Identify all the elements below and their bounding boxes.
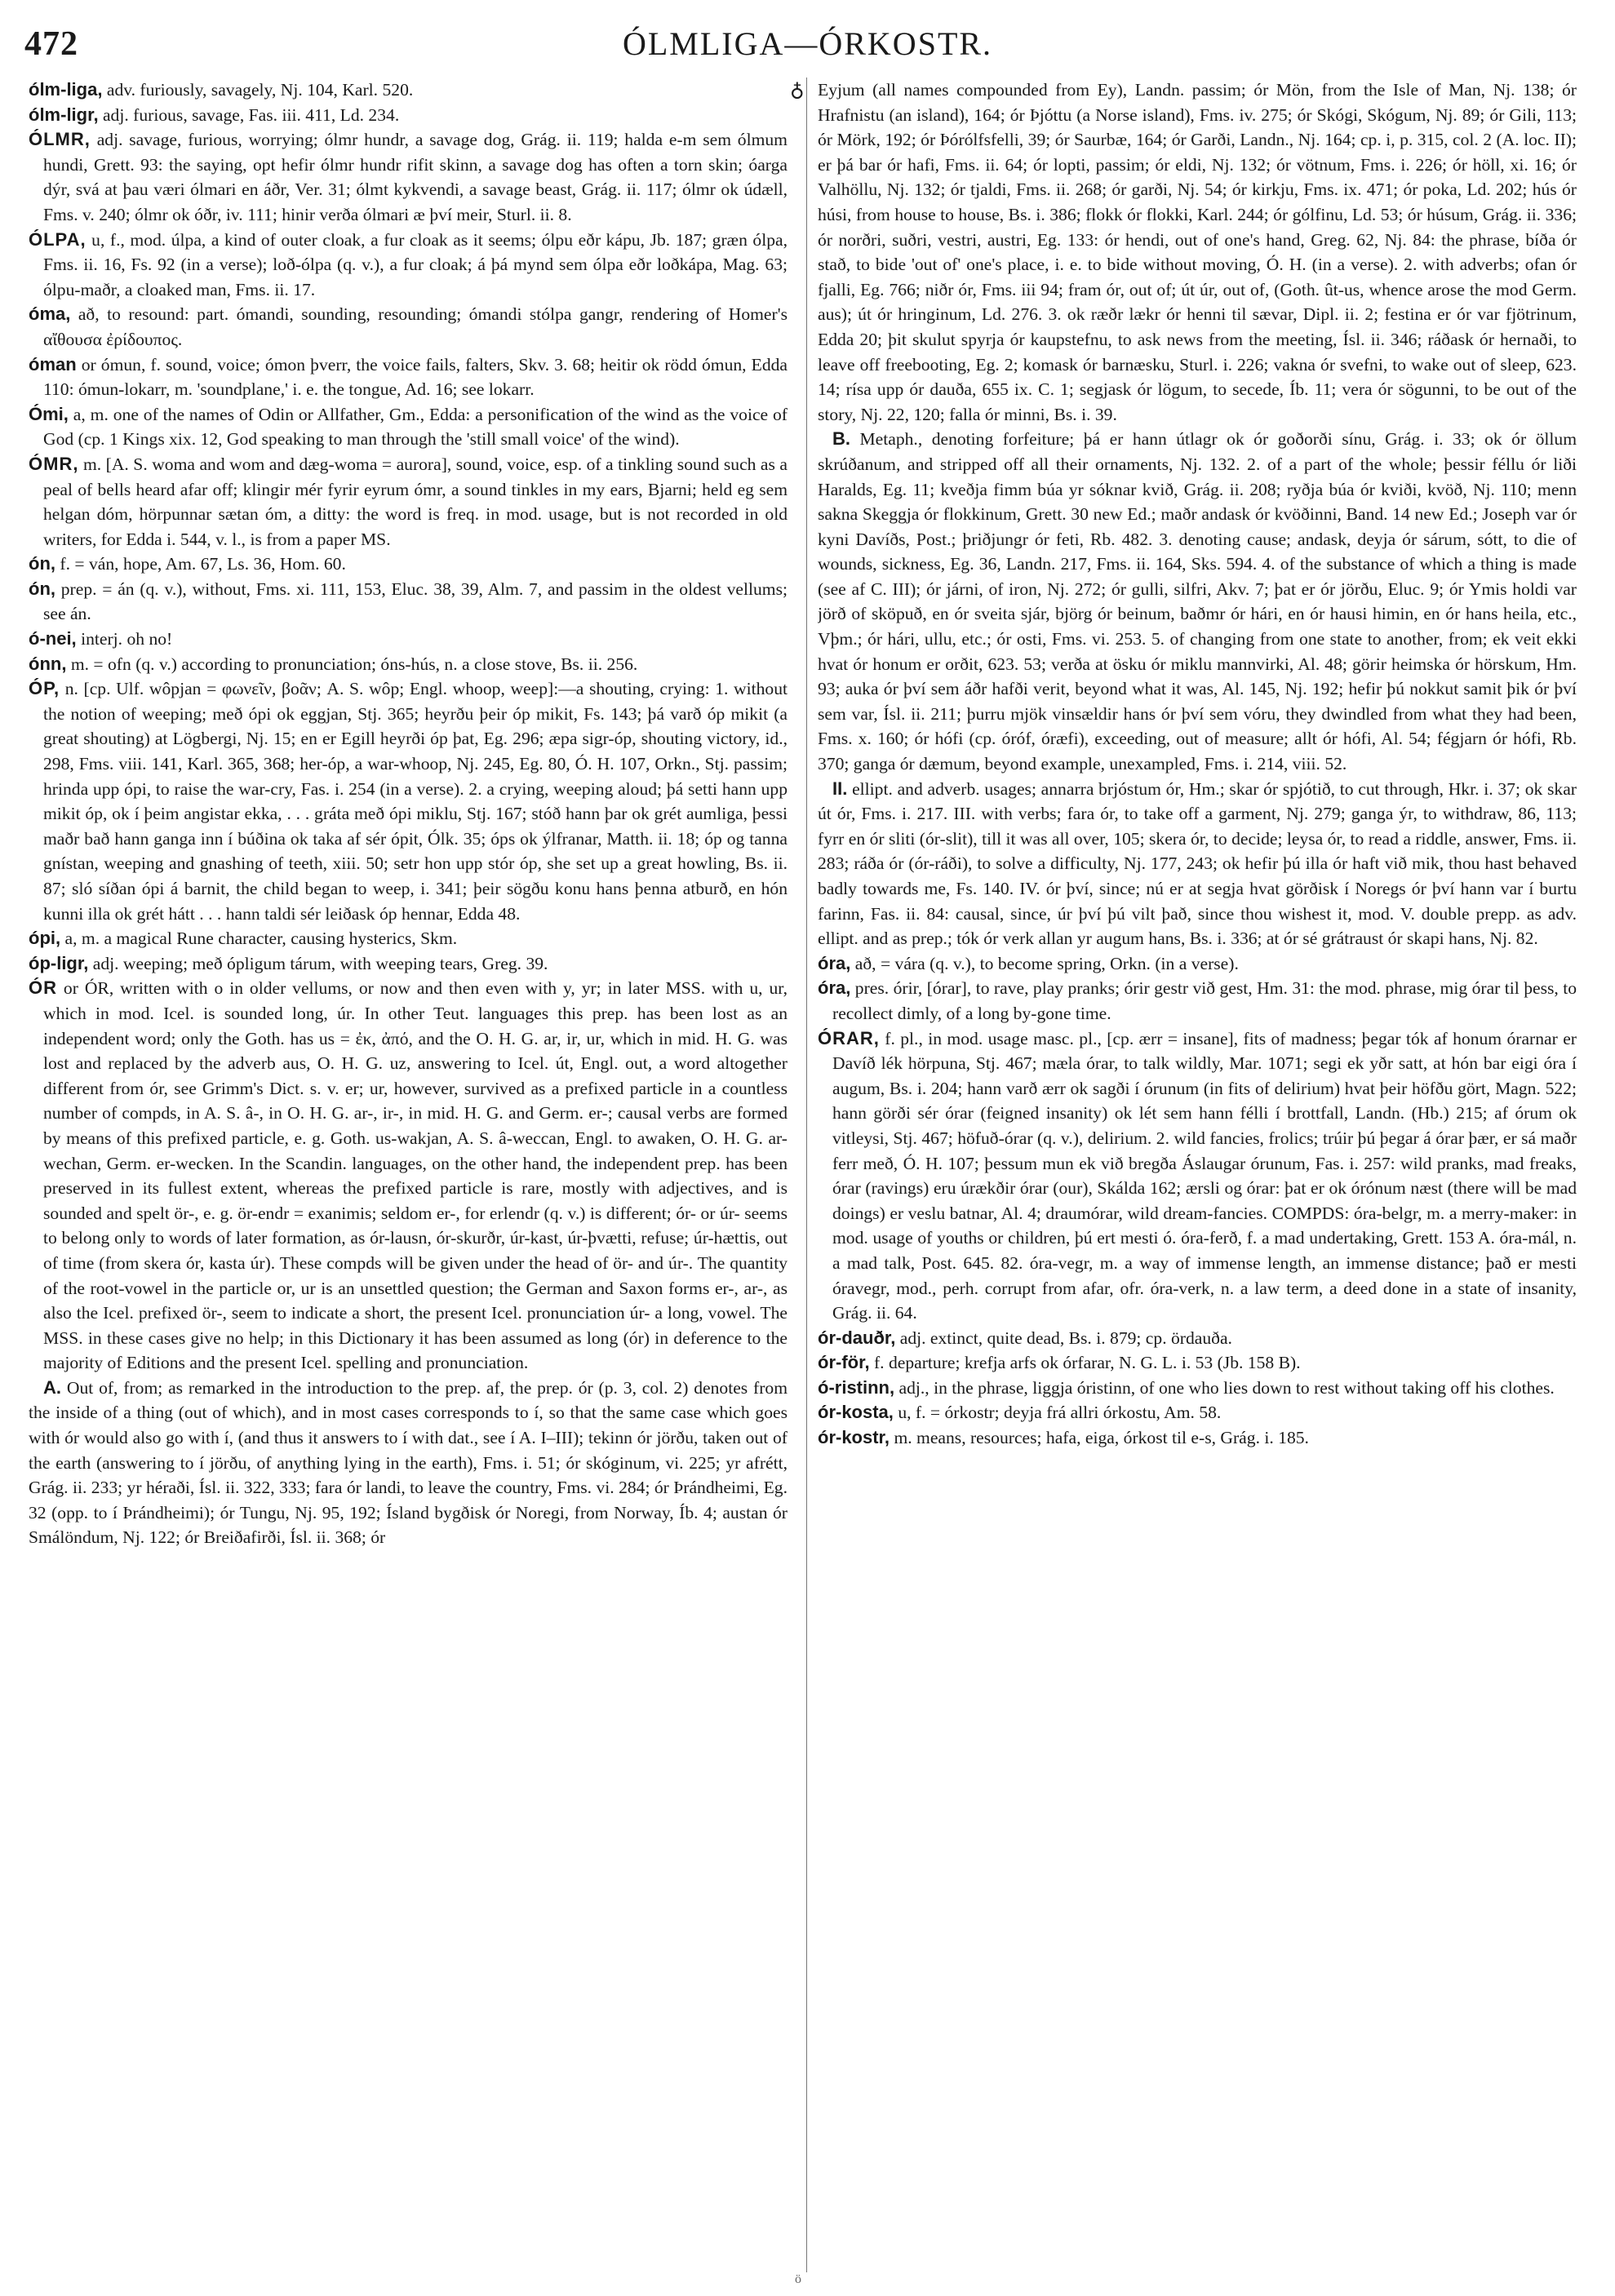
entry: [29, 402, 788, 452]
entry: [818, 1350, 1577, 1376]
entry-headword: II.: [832, 778, 848, 799]
entry-body: ellipt. and adverb. usages; annarra brjóstum ór, Hm.; skar ór spjótið, to cut through, Hkr. i. 37; ok skar út ór, Fms. i. 217. III. with verbs; fara ór, to take off a garment, Nj. 279; ganga ýr, to withdraw, 86, 113; fyrr en ór sliti (ór-slit), till it was all over, 105; skera ór, to decide; leysa ór, to read a riddle, answer, Fms. ii. 283; ráða ór (ór-ráði), to solve a difficulty, Nj. 177, 243; ok hefir þú illa ór haft við mik, thou hast behaved badly towards me, Fs. 140. IV. ór því, since; nú er at segja hvat görðisk í Noregs ór því hann var í burtu farinn, Fas. ii. 84: causal, since, úr því þú vilt það, since thou wishest it, mod. V. double prepp. as adv. ellipt. and as prep.; tók ór verk allan yr augum hans, Bs. i. 336; at ór sé grátraust ór skapi hans, Nj. 82.: [818, 778, 1577, 949]
entry-body: Metaph., denoting forfeiture; þá er hann útlagr ok ór goðorði sínu, Grág. i. 33; ok ór öllum skrúðanum, and stripped off all their ornaments, Nj. 132. 2. of a part of the whole; þessir féllu ór liði Haralds, Eg. 11; kveðja fimm búa yr sóknar kvið, Grág. ii. 208; ryðja búa ór kviði, kvöð, Nj. 110; menn sakna Skeggja ór flokkinum, Grett. 30 new Ed.; maðr andask ór kvöðinni, Band. 14 new Ed.; Joseph var ór kyni Davíðs, Post.; þriðjungr ór feti, Rb. 482. 3. denoting cause; andask, deyja ór sárum, sótt, to die of wounds, sickness, Eg. 36, Landn. 217, Fms. ii. 164, Sks. 594. 4. of the substance of which a thing is made (see af C. III); ór járni, of iron, Nj. 272; ór gulli, silfri, Akv. 7; þat er ór jörðu, Eluc. 9; ór Ymis holdi var jörð of sköpuð, en ór sveita sjár, björg ór beinum, baðmr ór hári, en ór hausi himin, en ór hans heila, etc., Vþm.; ór hári, ullu, etc.; ór osti, Fms. vi. 253. 5. of changing from one state to another, from; ek veit ekki hvat ór honum er orðit, 623. 53; verða at ösku ór miklu mannvirki, Al. 48; görir heimska ór hörskum, Hm. 93; auka ór því sem áðr hafði verit, beyond what it was, Al. 145, Nj. 192; hefir þú nokkut samit þik ór því sem var, Ísl. ii. 211; þurru mjök vinsældir hans ór því sem vóru, they dwindled from what they had been, Fms. x. 160; ór hófi (cp. óróf, óræfi), exceeding, out of measure; allt ór hófi, Al. 54; fégjarn ór hófi, Rb. 370; ganga ór dæmum, beyond example, unexampled, Fms. i. 214, viii. 52.: [818, 429, 1577, 774]
entry-headword: ÓR: [29, 977, 57, 999]
entry-body: a, m. one of the names of Odin or Allfather, Gm., Edda: a personification of the wind as the voice of God (cp. 1 Kings xix. 12, God speaking to man through the 'still small voice' of the wind).: [43, 404, 788, 450]
running-head: ÓLMLIGA—ÓRKOSTR.: [622, 25, 993, 62]
entry-headword: óp-ligr,: [29, 952, 89, 973]
entry-headword: ón,: [29, 553, 55, 574]
entry-headword: óma,: [29, 304, 71, 325]
entry-headword: óman: [29, 353, 77, 375]
entry-headword: ÓRAR,: [818, 1027, 880, 1048]
entry: [818, 1026, 1577, 1326]
entry: [29, 951, 788, 977]
entry: [818, 951, 1577, 977]
entry-body: Eyjum (all names compounded from Ey), Landn. passim; ór Mön, from the Isle of Man, Nj. 138; ór Hrafnistu (an island), 164; ór Þjóttu (a Norse island), Fms. iv. 275; ór Skógi, Skógum, Nj. 89; ór Gili, 113; ór Mörk, 192; ór Þórólfsfelli, 39; ór Saurbæ, 164; ór Garði, Landn., Nj. 164; cp. i, p. 315, col. 2 (A. loc. II); er þá bar ór hafi, Fms. ii. 64; ór lopti, passim; ór eldi, Nj. 132; ór vötnum, Fms. i. 226; ór höll, xi. 16; ór Valhöllu, Nj. 132; ór tjaldi, Fms. ii. 268; ór garði, Nj. 54; ór kirkju, Fms. ix. 471; ór poka, Ld. 202; hús ór húsi, from house to house, Bs. i. 386; flokk ór flokki, Karl. 244; ór gólfinu, Ld. 53; ór húsum, Grág. ii. 336; ór norðri, suðri, vestri, austri, Eg. 133: ór hendi, out of one's hand, Greg. 62, Nj. 84: the phrase, bíða ór stað, to bide 'out of' one's place, i. e. to bide without moving, Ó. H. (in a verse). 2. with adverbs; ofan ór fjalli, Eg. 766; niðr ór, Fms. iii 94; fram ór, out of; út úr, out of, (Goth. ût-us, whence arose the mod Germ. aus); út ór hringinum, Ld. 276. 3. ok ræðr lækr ór henni til sævar, Dipl. ii. 2; festina er ór var fjötrinum, Edda 20; þit skulut spyrja ór kaupstefnu, to ask news from the meeting, Ísl. ii. 346; ráðask ór hernaði, to leave off freebooting, Eg. 2; komask ór barnæsku, Sturl. i. 226; vakna ór svefni, to wake out of sleep, 623. 14; rísa upp ór dauða, 655 ix. C. 1; segjask ór lögum, to secede, Íb. 11; vera ór sögunni, to be out of the story, Nj. 22, 120; falla ór minni, Bs. i. 39.: [818, 80, 1577, 424]
entry: [818, 1400, 1577, 1425]
entry-body: or ÓR, written with o in older vellums, or now and then even with y, yr; in later MSS. with u, ur, which in mod. Icel. is sounded long, úr. In other Teut. languages this prep. has been lost as an independent word; only the Goth. has us = ἐκ, ἀπό, and the O. H. G. ar, ir, ur, which in mid. H. G. was lost and replaced by the adverb aus, O. H. G. uz, answering to Icel. út, Engl. out, a word altogether different from ór, see Grimm's Dict. s. v. er; ur, however, survived as a prefixed particle in a countless number of compds, in A. S. â-, in O. H. G. ar-, ir-, in mid. H. G. and Germ. er-; causal verbs are formed by means of this prefixed particle, e. g. Goth. us-wakjan, A. S. â-weccan, Engl. to awaken, O. H. G. ar-wechan, Germ. er-wecken. In the Scandin. languages, on the other hand, the independent prep. has been preserved in its fullest extent, whereas the prefixed particle is rare, mostly with adjectives, and is sounded and spelt ör-, e. g. ör-endr = exanimis; seldom er-, for erlendr (q. v.) is different; ór- or úr- seems to belong only to words of later formation, as ór-lausn, ór-skurðr, úr-kast, úr-þvætti, refuse; úr-hættis, out of time (from skera ór, kasta úr). These compds will be given under the head of ör- and úr-. The quantity of the root-vowel in the particle or, ur is an unsettled question; the German and Saxon forms er-, ar-, as also the Icel. prefixed ör-, seem to indicate a short, the present Icel. pronunciation úr- a long, vowel. The MSS. in these cases give no help; in this Dictionary it has been assumed as long (ór) in deference to the majority of Editions and the present Icel. spelling and pronunciation.: [43, 978, 788, 1373]
entry: [29, 976, 788, 1376]
entry: [29, 127, 788, 227]
entry-headword: ÓLPA,: [29, 228, 87, 250]
entry-body: n. [cp. Ulf. wôpjan = φωνεῖν, βοᾶν; A. S. wôp; Engl. whoop, weep]:—a shouting, crying: 1. without the notion of weeping; með ópi ok eggjan, Stj. 365; heyrðu þeir óp mikit, Fs. 143; þá varð óp mikit (a great shouting) at Lögbergi, Nj. 15; en er Egill heyrði óp þat, Eg. 296; æpa sigr-óp, shouting victory, id., 298, Fms. viii. 141, Karl. 365, 368; her-óp, a war-whoop, Nj. 245, Eg. 80, Ó. H. 107, Orkn., Stj. passim; hrinda upp ópi, to raise the war-cry, Fas. i. 254 (in a verse). 2. a crying, weeping aloud; þá setti hann upp mikit óp, ok í þeim angistar ekka, . . . gráta með ópi miklu, Stj. 167; stóð hann þar ok grét aumliga, þessi maðr bað hann ganga inn í búðina ok taka af sér ópit, Ólk. 35; óps ok ýlfranar, Matth. ii. 18; óp og tanna gnístan, weeping and gnashing of teeth, xiii. 50; setr hon upp stór óp, she set up a great howling, Bs. ii. 87; sló síðan ópi á barnit, the child began to weep, i. 341; þeir sögðu konu hans þenna atburð, en hón kunni illa ok grét hátt . . . hann taldi sér leiðask óp hennar, Edda 48.: [43, 679, 788, 924]
entry-body: adv. furiously, savagely, Nj. 104, Karl. 520.: [106, 80, 414, 100]
entry-body: að, to resound: part. ómandi, sounding, resounding; ómandi stólpa gangr, rendering of Homer's αἴθουσα ἐρίδουπος.: [43, 304, 788, 349]
entry-headword: ólm-ligr,: [29, 104, 99, 125]
entry-headword: óra,: [818, 952, 851, 973]
entry-headword: ó-ristinn,: [818, 1376, 895, 1398]
entry-body: adj. extinct, quite dead, Bs. i. 879; cp. ördauða.: [899, 1328, 1232, 1348]
page-number: 472: [24, 25, 78, 63]
entry: [818, 777, 1577, 951]
entry-headword: ópi,: [29, 928, 61, 949]
entry-body: prep. = án (q. v.), without, Fms. xi. 111, 153, Eluc. 38, 39, Alm. 7, and passim in the oldest vellums; see án.: [43, 578, 788, 624]
entry-body: adj., in the phrase, liggja óristinn, of one who lies down to rest without taking off his clothes.: [898, 1377, 1555, 1398]
entry: [29, 1376, 788, 1550]
entry: [29, 552, 788, 577]
entry-headword: A.: [43, 1376, 61, 1398]
entry-body: f. departure; krefja arfs ok órfarar, N. G. L. i. 53 (Jb. 158 B).: [873, 1353, 1301, 1373]
entry-headword: B.: [832, 428, 850, 450]
entry: [818, 1376, 1577, 1401]
entry-body: m. means, resources; hafa, eiga, órkost til e-s, Grág. i. 185.: [894, 1428, 1309, 1448]
page-header: [0, 0, 1615, 65]
entry-headword: óra,: [818, 977, 851, 999]
entry-body: að, = vára (q. v.), to become spring, Orkn. (in a verse).: [854, 953, 1239, 973]
entry: [818, 1326, 1577, 1351]
entry-body: or ómun, f. sound, voice; ómon þverr, the voice fails, falters, Skv. 3. 68; heitir ok rödd ómun, Edda 110: ómun-lokarr, m. 'soundplane,' i. e. the tongue, Ad. 16; see lokarr.: [43, 354, 788, 400]
entry-headword: ór-dauðr,: [818, 1327, 896, 1348]
entry-headword: Ómi,: [29, 403, 69, 424]
entry-body: adj. weeping; með ópligum tárum, with weeping tears, Greg. 39.: [92, 953, 548, 973]
entry-body: m. [A. S. woma and wom and dæg-woma = aurora], sound, voice, esp. of a tinkling sound such as a peal of bells heard afar off; klingir mér fyrir eyrum ómr, a sound tinkles in my ears, Bjarni; held eg sem helgan dóm, hörpunnar sætan óm, a ditty: the word is freq. in mod. usage, but is not recorded in old writers, for Edda i. 544, v. l., is from a paper MS.: [43, 454, 788, 549]
ornament-icon: ♁: [790, 80, 805, 101]
entry: [29, 926, 788, 951]
entry: [818, 78, 1577, 427]
entry-body: f. pl., in mod. usage masc. pl., [cp. ærr = insane], fits of madness; þegar tók af honum órarnar er Davíð lék hörpuna, Stj. 467; mæla órar, to talk wildly, Mar. 1071; segi ek yðr satt, at hón bar eigi óra í augum, Bs. i. 204; hann varð ærr ok sagði í órunum (in fits of delirium) hvat þeir höfðu gört, Magn. 522; hann görði sér órar (feigned insanity) ok lét sem hann félli í brottfall, Landn. (Hb.) 215; af órum ok vitleysi, Stj. 467; höfuð-órar (q. v.), delirium. 2. wild fancies, frolics; trúir þú þegar á órar þær, er sá maðr ferr með, Ó. H. 107; þessum mun ek við bregða Áslaugar órunum, Fas. i. 257: wild pranks, mad freaks, órar (ravings) eru úrækðir órar (our), Skálda 162; ærsli og órar: þat er ok órónum næst (there will be mad doings) er veslu batnar, Al. 4; draumórar, wild dream-fancies. COMPDS: óra-belgr, m. a merry-maker: in mod. usage of youths or children, þú ert mesti ó. óra-ferð, f. a mad undertaking, Grett. 153 A. óra-mál, n. a mad talk, Post. 645. 82. óra-vegr, m. a way of immense length, an immense distance; það er mesti óravegr, mod., perh. corrupt from afar, ofr. óra-verk, n. a law term, a deed done in a state of insanity, Grág. ii. 64.: [832, 1028, 1577, 1323]
entry-body: m. = ofn (q. v.) according to pronunciation; óns-hús, n. a close stove, Bs. ii. 256.: [70, 654, 638, 674]
entry-body: adj. savage, furious, worrying; ólmr hundr, a savage dog, Grág. ii. 119; halda e-m sem ólmum hundi, Grett. 93: the saying, opt hefir ólmr hundr rifit skinn, a savage dog has often a torn skin; óarga dýr, svá at þau væri ólmari en áðr, Ver. 31; ólmt kykvendi, a savage beast, Grág. ii. 117; ólmr ok údæll, Fms. v. 240; ólmr ok óðr, iv. 111; hinir verða ólmari æ því meir, Sturl. ii. 8.: [43, 130, 788, 224]
entry-body: Out of, from; as remarked in the introduction to the prep. af, the prep. ór (p. 3, col. 2) denotes from the inside of a thing (out of which), and in most cases corresponds to í, so that the same case which goes with ór would also go with í, (and thus it answers to í with dat., see í A. I–III); tekinn ór jörðu, taken out of the earth (answering to í jörðu, of anything lying in the earth), Fms. i. 51; ór skóginum, vi. 225; yr afrétt, Grág. ii. 233; yr héraði, Ísl. ii. 322, 333; fara ór landi, to leave the country, Fms. vi. 284; ór Þrándheimi, Eg. 32 (opp. to í Þrándheimi); ór Tungu, Nj. 95, 192; Ísland bygðisk ór Noregi, from Norway, Íb. 4; austan ór Smálöndum, Nj. 122; ór Breiðafirði, Ísl. ii. 368; ór: [29, 1377, 788, 1548]
entry: [818, 976, 1577, 1026]
entry: [29, 228, 788, 303]
entry-headword: ÓLMR,: [29, 129, 91, 150]
entry-headword: ór-kostr,: [818, 1427, 890, 1448]
entry-body: u, f. = órkostr; deyja frá allri órkostu, Am. 58.: [898, 1403, 1222, 1423]
entry-headword: ÓP,: [29, 678, 60, 699]
column-divider: [806, 78, 807, 2272]
entry-headword: ór-kosta,: [818, 1402, 894, 1423]
entry: [29, 652, 788, 677]
entry-body: a, m. a magical Rune character, causing hysterics, Skm.: [64, 929, 458, 949]
entry: [29, 302, 788, 352]
entry-headword: ó-nei,: [29, 628, 77, 649]
entry-headword: ÓMR,: [29, 453, 79, 474]
left-column: [29, 78, 788, 2280]
entry-body: u, f., mod. úlpa, a kind of outer cloak, a fur cloak as it seems; ólpu eðr kápu, Jb. 187; græn ólpa, Fms. ii. 16, Fs. 92 (in a verse); loð-ólpa (q. v.), a fur cloak; á þá mynd sem ólpa eðr loðkápa, Mag. 63; ólpu-maðr, a cloaked man, Fms. ii. 17.: [43, 229, 788, 299]
entry: [818, 427, 1577, 776]
entry: [29, 452, 788, 552]
bottom-mark: ö: [795, 2272, 801, 2286]
entry-body: adj. furious, savage, Fas. iii. 411, Ld. 234.: [102, 104, 400, 125]
right-column: [818, 78, 1577, 2280]
entry: [29, 676, 788, 926]
entry-body: f. = ván, hope, Am. 67, Ls. 36, Hom. 60.: [60, 554, 346, 574]
entry-headword: ór-för,: [818, 1352, 870, 1373]
entry: [29, 103, 788, 128]
entry-body: pres. órir, [órar], to rave, play pranks; órir gestr við gest, Hm. 31: the mod. phrase, mig órar til þess, to recollect dimly, of a long by-gone time.: [832, 978, 1577, 1023]
entry: [29, 627, 788, 652]
entry: [29, 78, 788, 103]
entry-headword: ónn,: [29, 653, 67, 674]
entry: [29, 352, 788, 402]
entry: [818, 1425, 1577, 1451]
entry-headword: ólm-liga,: [29, 79, 103, 100]
entry-headword: ón,: [29, 578, 55, 599]
entry: [29, 577, 788, 627]
entry-body: interj. oh no!: [81, 629, 173, 649]
